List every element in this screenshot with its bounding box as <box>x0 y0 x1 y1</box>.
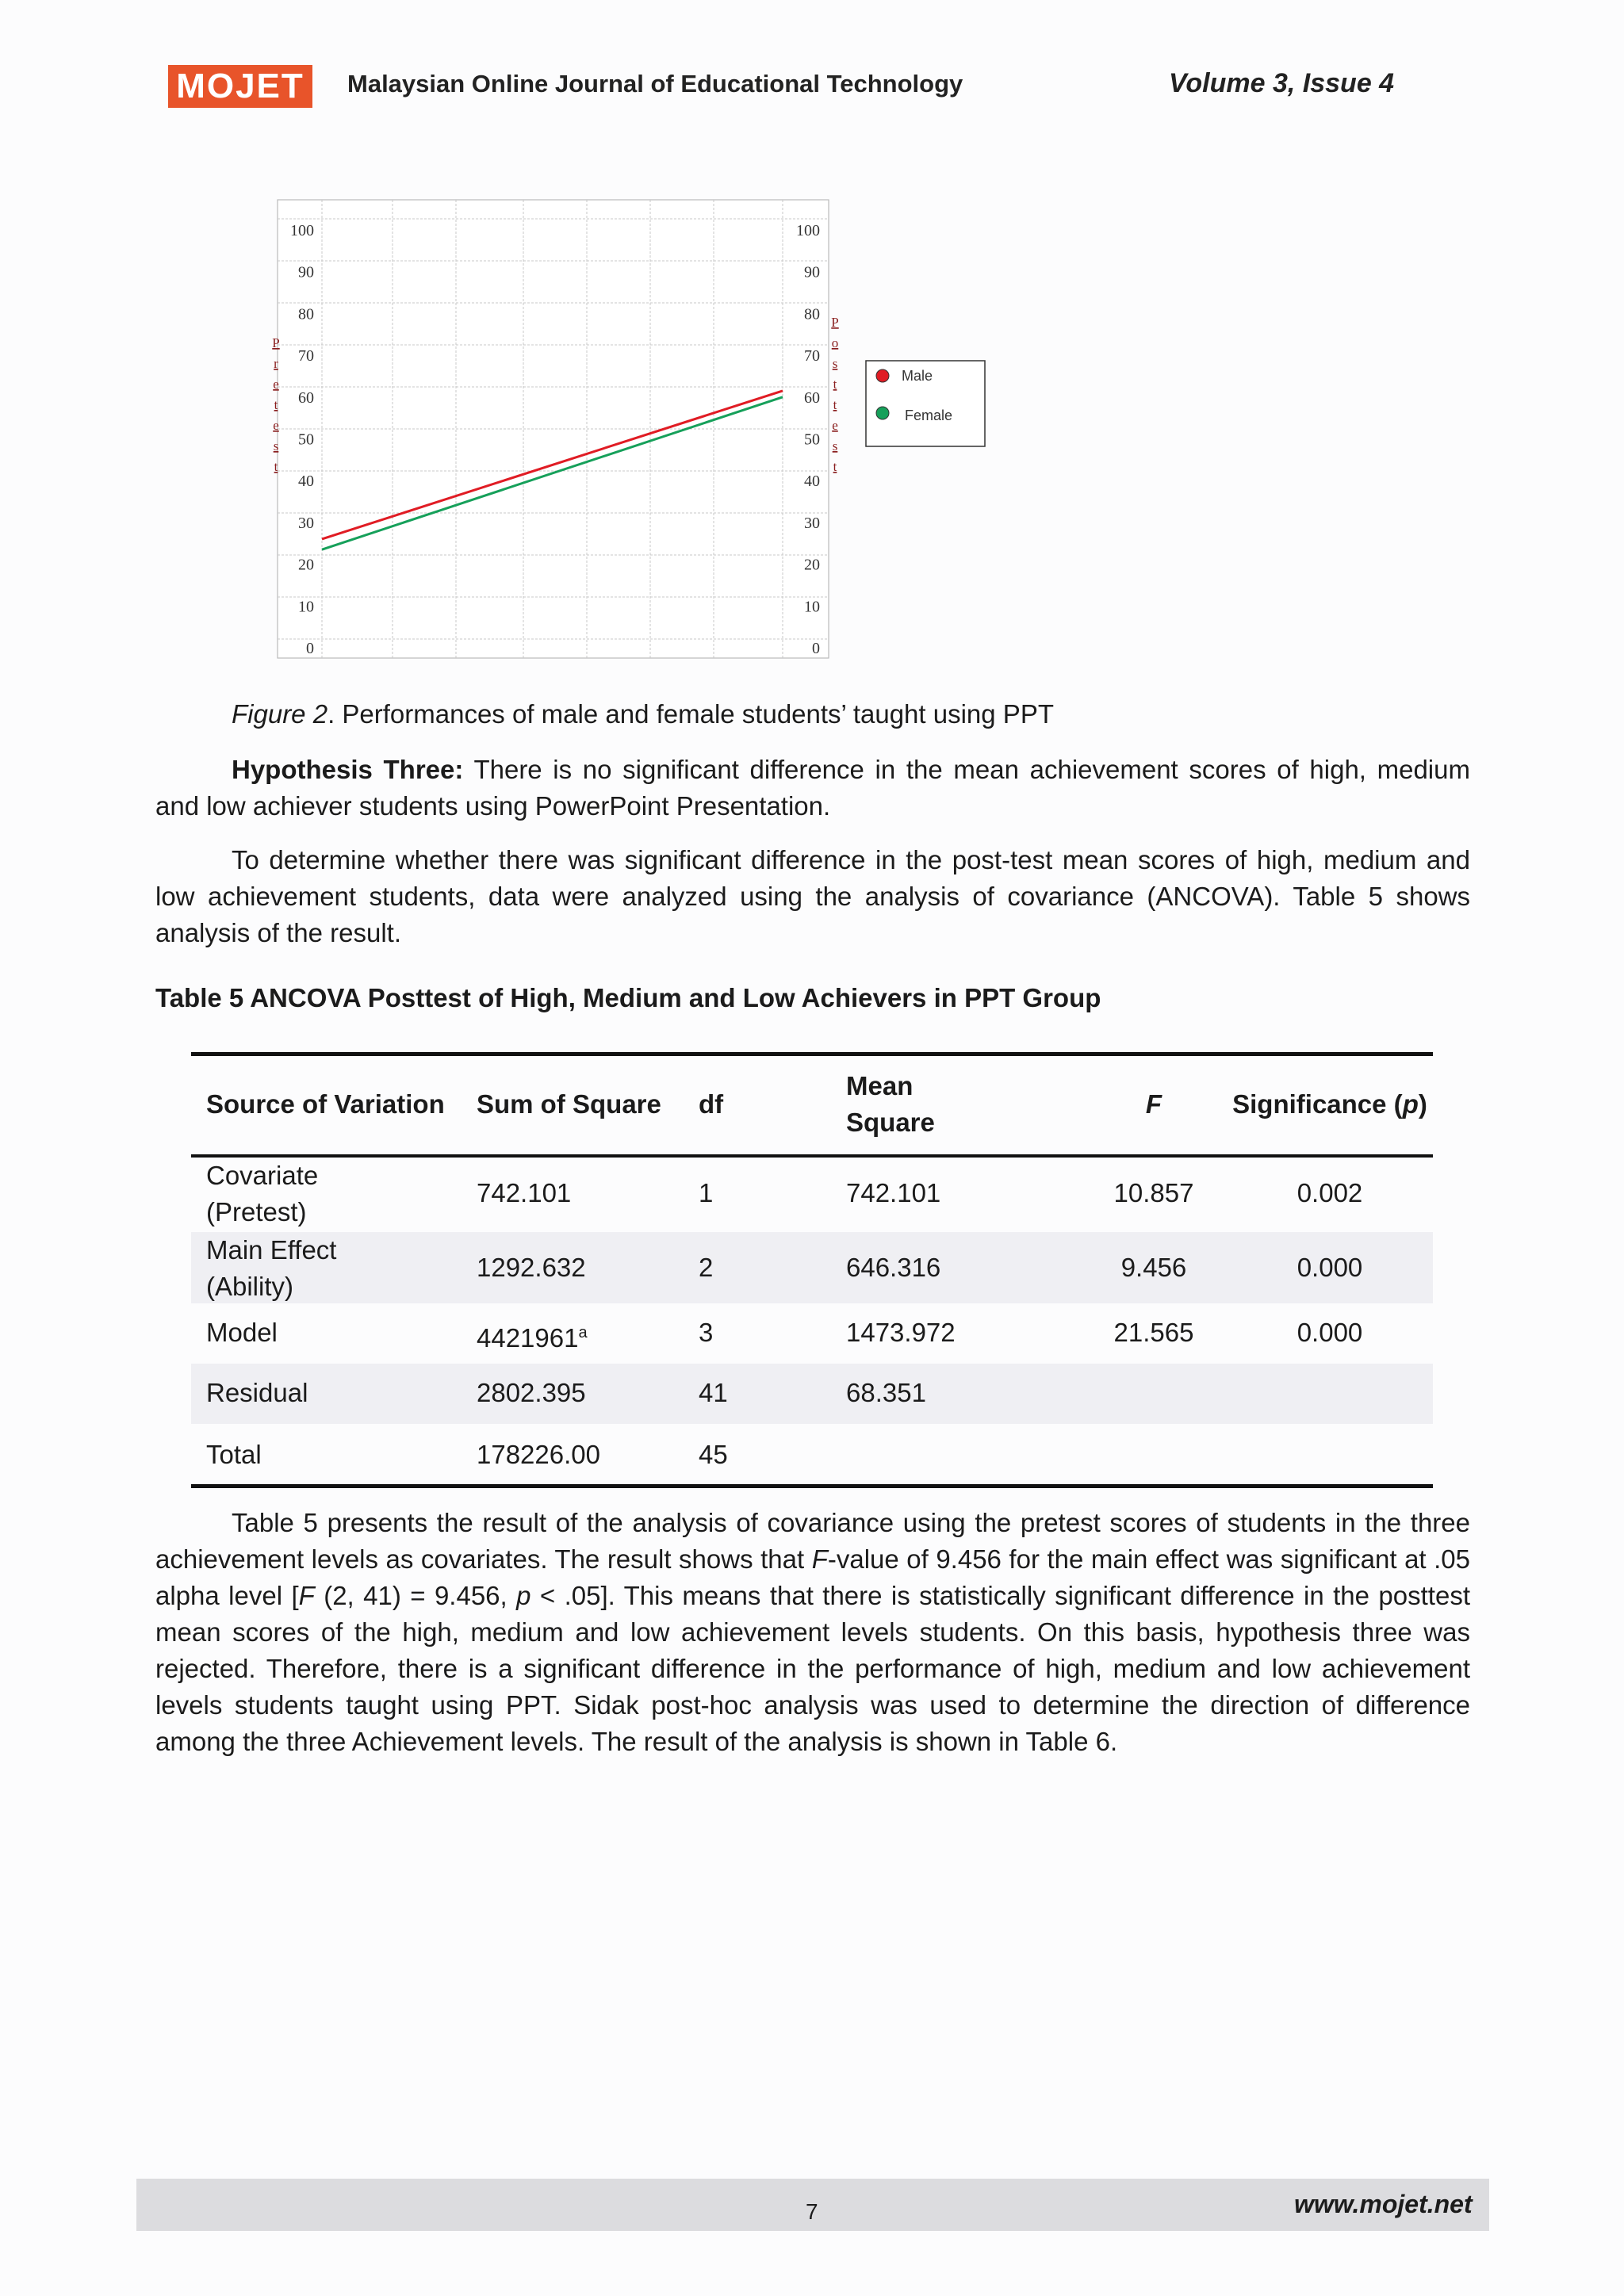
left-axis-letter: r <box>274 356 278 371</box>
discussion-paragraph <box>155 1505 1470 1760</box>
row-df: 45 <box>699 1440 728 1469</box>
table-row <box>191 1303 1433 1364</box>
left-tick-label: 30 <box>298 514 314 532</box>
row-df: 3 <box>699 1318 714 1347</box>
left-axis-letter: e <box>273 377 279 392</box>
row-sum <box>477 1314 675 1357</box>
row-source: Residual <box>206 1378 308 1407</box>
row-mean: 1473.972 <box>846 1318 956 1347</box>
row-sig: 0.000 <box>1297 1318 1363 1347</box>
journal-name: Malaysian Online Journal of Educational Technology <box>347 70 963 98</box>
left-tick-label: 40 <box>298 473 314 491</box>
table-header-row <box>191 1056 1433 1154</box>
legend-label-male: Male <box>902 368 933 384</box>
table-bottom-rule <box>191 1484 1433 1488</box>
row-mean: 68.351 <box>846 1378 926 1407</box>
header-mean-line-2: Square <box>846 1108 935 1137</box>
row-sum: 1292.632 <box>477 1253 586 1282</box>
method-paragraph <box>155 842 1470 951</box>
row-mean: 646.316 <box>846 1253 941 1282</box>
right-tick-label: 0 <box>812 640 820 657</box>
right-tick-label: 10 <box>804 598 820 616</box>
website-link[interactable]: www.mojet.net <box>1294 2190 1473 2218</box>
row-source <box>206 1158 460 1230</box>
row-sum: 742.101 <box>477 1178 572 1207</box>
table-row <box>191 1424 1433 1484</box>
row-sig: 0.000 <box>1297 1253 1363 1282</box>
left-tick-label: 10 <box>298 598 314 616</box>
right-tick-label: 40 <box>804 473 820 491</box>
row-sum: 2802.395 <box>477 1378 586 1407</box>
row-f: 10.857 <box>1113 1178 1194 1207</box>
legend-marker-female <box>876 407 889 419</box>
header-sum-of-square: Sum of Square <box>477 1089 661 1119</box>
left-axis-letter: P <box>272 335 280 350</box>
left-tick-label: 50 <box>298 430 314 449</box>
chart-grid <box>278 200 829 658</box>
right-tick-label: 70 <box>804 347 820 365</box>
row-df: 1 <box>699 1178 714 1207</box>
journal-logo: MOJET <box>168 65 312 108</box>
row-df: 2 <box>699 1253 714 1282</box>
right-axis-letter: t <box>833 459 837 474</box>
hypothesis-paragraph <box>155 752 1470 825</box>
row-source-line-2: (Ability) <box>206 1272 294 1301</box>
legend-marker-male <box>876 369 889 382</box>
table-row <box>191 1364 1433 1424</box>
right-axis-letter: t <box>833 397 837 412</box>
discussion-p: p <box>516 1581 531 1610</box>
right-axis-letter: s <box>832 438 838 453</box>
figure-caption-label: Figure 2 <box>232 699 328 729</box>
figure-caption-text: . Performances of male and female students’ taught using PPT <box>327 699 1054 729</box>
header-sig-p: p <box>1402 1089 1419 1119</box>
right-axis-letter: o <box>831 335 839 350</box>
discussion-text-3: (2, 41) = 9.456, <box>314 1581 517 1610</box>
header-mean-square <box>846 1068 1068 1141</box>
left-tick-label: 20 <box>298 556 314 574</box>
header-source: Source of Variation <box>206 1089 445 1119</box>
left-tick-label: 100 <box>290 222 314 239</box>
row-f: 21.565 <box>1113 1318 1194 1347</box>
row-source-line-2: (Pretest) <box>206 1197 307 1226</box>
discussion-text-4: < .05]. This means that there is statistically significant difference in the posttest mean scores of the high, medium and low achievement levels students. On this basis, hypothesis three was rejected. Therefore, there is a significant difference in the performance of high, medium and low achievement levels students taught using PPT. Sidak post-hoc analysis was used to determine the direction of difference among the three Achievement levels. The result of the analysis is shown in Table 6. <box>155 1581 1470 1756</box>
row-source: Model <box>206 1318 278 1347</box>
chart-legend <box>866 361 985 446</box>
row-f: 9.456 <box>1120 1253 1187 1282</box>
header-significance <box>1211 1086 1449 1123</box>
header-f: F <box>1145 1089 1162 1119</box>
left-axis-letter: t <box>274 459 278 474</box>
volume-issue: Volume 3, Issue 4 <box>1169 68 1395 98</box>
discussion-f-2: F <box>298 1581 315 1610</box>
figure-caption <box>232 699 1054 729</box>
right-tick-label: 60 <box>804 388 820 407</box>
table-row <box>191 1232 1433 1303</box>
right-tick-label: 80 <box>804 305 820 323</box>
row-source <box>206 1232 460 1305</box>
row-df: 41 <box>699 1378 728 1407</box>
row-source-line-1: Covariate <box>206 1161 319 1190</box>
right-axis-letter: s <box>832 356 838 371</box>
row-mean: 742.101 <box>846 1178 941 1207</box>
row-source-line-1: Main Effect <box>206 1235 337 1265</box>
table-title: Table 5 ANCOVA Posttest of High, Medium and Low Achievers in PPT Group <box>155 983 1101 1012</box>
left-axis-letter: e <box>273 418 279 433</box>
left-tick-label: 60 <box>298 388 314 407</box>
left-tick-label: 0 <box>306 640 314 657</box>
left-tick-label: 80 <box>298 305 314 323</box>
right-tick-label: 90 <box>804 263 820 281</box>
discussion-text-1: Table 5 presents the result of the analysis of covariance using the pretest scores of students in the three achievement levels as covariates. The result shows that <box>155 1508 1470 1574</box>
discussion-f-1: F <box>811 1544 828 1574</box>
right-tick-label: 20 <box>804 556 820 574</box>
right-axis-letter: P <box>831 315 839 330</box>
page-number: 7 <box>806 2199 818 2224</box>
hypothesis-text: There is no significant difference in the mean achievement scores of high, medium and low achiever students using PowerPoint Presentation. <box>155 755 1470 821</box>
legend-label-female: Female <box>905 408 953 423</box>
left-axis-letter: t <box>274 397 278 412</box>
figure-2-chart <box>262 190 1015 674</box>
left-tick-label: 70 <box>298 347 314 365</box>
row-source: Total <box>206 1440 262 1469</box>
right-axis-letter: t <box>833 377 837 392</box>
row-sum-footnote: a <box>578 1324 588 1341</box>
left-tick-label: 90 <box>298 263 314 281</box>
header-sig-prefix: Significance ( <box>1232 1089 1403 1119</box>
right-axis-letter: e <box>832 418 838 433</box>
left-axis-letter: s <box>273 438 279 453</box>
hypothesis-label: Hypothesis Three: <box>232 755 464 784</box>
row-sum: 178226.00 <box>477 1440 600 1469</box>
right-tick-label: 30 <box>804 514 820 532</box>
header-sig-suffix: ) <box>1418 1089 1427 1119</box>
header-df: df <box>699 1089 724 1119</box>
header-mean-line-1: Mean <box>846 1071 914 1100</box>
row-sig: 0.002 <box>1297 1178 1363 1207</box>
right-tick-label: 50 <box>804 430 820 449</box>
right-tick-label: 100 <box>796 222 820 239</box>
method-text: To determine whether there was significant difference in the post-test mean scores of high, medium and low achievement students, data were analyzed using the analysis of covariance (ANCOVA). Table 5 shows analysis of the result. <box>155 845 1470 947</box>
discussion-text-2: -value of 9.456 for the main effect was significant at .05 alpha level [ <box>155 1544 1470 1610</box>
right-axis-label <box>831 315 838 474</box>
table-row <box>191 1158 1433 1232</box>
row-sum-value: 4421961 <box>477 1323 579 1353</box>
